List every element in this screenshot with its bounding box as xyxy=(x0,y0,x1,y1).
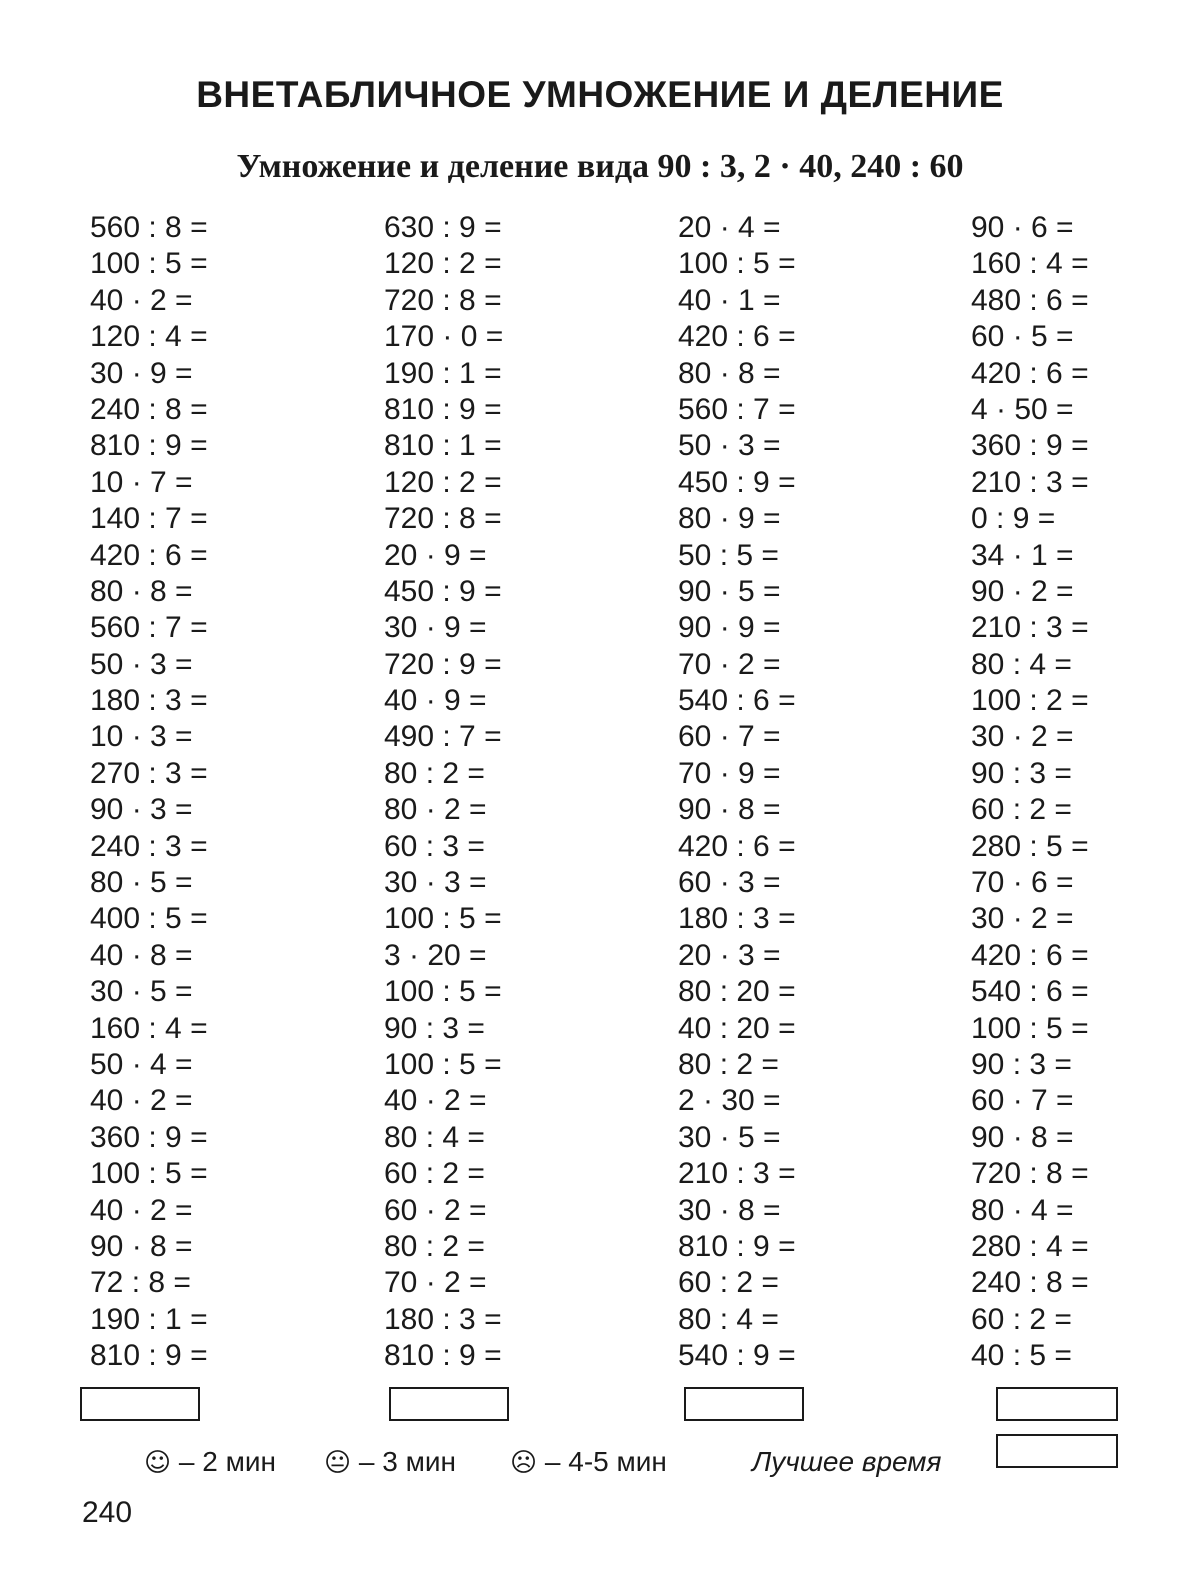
exercise-item: 120 : 2 = xyxy=(384,465,502,499)
exercise-item: 810 : 9 = xyxy=(384,392,502,426)
exercise-item: 420 : 6 = xyxy=(678,320,796,354)
exercise-item: 2 · 30 = xyxy=(678,1084,781,1118)
exercise-item: 810 : 9 = xyxy=(90,1339,208,1373)
exercise-column-3 xyxy=(678,210,796,1375)
legend-item-3-min xyxy=(324,1444,456,1480)
legend-text: – 4-5 мин xyxy=(544,1446,667,1477)
frowning-face-icon: ☹ xyxy=(510,1448,538,1478)
exercise-item: 270 : 3 = xyxy=(90,756,208,790)
legend-text: – 2 мин xyxy=(178,1446,276,1477)
exercise-item: 60 : 2 = xyxy=(678,1266,779,1300)
exercise-item: 70 · 2 = xyxy=(678,647,781,681)
legend-item-4-5-min xyxy=(510,1444,667,1480)
exercise-item: 60 · 7 = xyxy=(971,1084,1074,1118)
exercise-item: 30 · 2 = xyxy=(971,902,1074,936)
exercise-column-2 xyxy=(384,210,503,1375)
exercise-item: 20 · 4 = xyxy=(678,211,781,244)
page-number: 240 xyxy=(82,1496,133,1529)
exercise-item: 30 · 3 = xyxy=(384,866,487,900)
exercise-item: 810 : 1 = xyxy=(384,429,502,463)
exercise-item: 80 : 20 = xyxy=(678,975,796,1009)
exercise-item: 40 · 2 = xyxy=(90,1084,193,1118)
exercise-item: 80 : 2 = xyxy=(384,1229,485,1263)
exercise-item: 80 · 8 = xyxy=(678,356,781,390)
exercise-item: 180 : 3 = xyxy=(678,902,796,936)
exercise-item: 90 · 8 = xyxy=(971,1120,1074,1154)
exercise-item: 0 : 9 = xyxy=(971,502,1056,536)
legend-text: – 3 мин xyxy=(358,1446,456,1477)
page-title: ВНЕТАБЛИЧНОЕ УМНОЖЕНИЕ И ДЕЛЕНИЕ xyxy=(196,74,1004,115)
exercise-item: 720 : 8 = xyxy=(384,502,502,536)
exercise-item: 80 · 2 = xyxy=(384,793,487,827)
exercise-item: 720 : 8 = xyxy=(971,1157,1089,1191)
exercise-item: 100 : 2 = xyxy=(971,684,1089,718)
exercise-item: 80 · 4 = xyxy=(971,1193,1074,1227)
exercise-item: 540 : 9 = xyxy=(678,1339,796,1373)
exercise-item: 40 : 20 = xyxy=(678,1011,796,1045)
exercise-item: 30 · 8 = xyxy=(678,1193,781,1227)
exercise-item: 100 : 5 = xyxy=(678,247,796,281)
exercise-item: 100 : 5 = xyxy=(971,1011,1089,1045)
exercise-item: 540 : 6 = xyxy=(678,684,796,718)
exercise-column-1 xyxy=(90,210,208,1375)
exercise-item: 540 : 6 = xyxy=(971,975,1089,1009)
exercise-item: 90 · 9 = xyxy=(678,611,781,645)
exercise-item: 420 : 6 = xyxy=(971,356,1089,390)
exercise-item: 70 · 6 = xyxy=(971,866,1074,900)
exercise-item: 280 : 4 = xyxy=(971,1229,1089,1263)
exercise-item: 420 : 6 = xyxy=(90,538,208,572)
exercise-item: 50 : 5 = xyxy=(678,538,779,572)
exercise-item: 60 : 3 = xyxy=(384,829,485,863)
exercise-item: 210 : 3 = xyxy=(678,1157,796,1191)
exercise-item: 60 · 7 = xyxy=(678,720,781,754)
exercise-item: 90 · 8 = xyxy=(90,1229,193,1263)
exercise-item: 210 : 3 = xyxy=(971,465,1089,499)
best-time-box[interactable] xyxy=(996,1434,1118,1468)
exercise-item: 30 · 5 = xyxy=(678,1120,781,1154)
exercise-item: 560 : 7 = xyxy=(678,392,796,426)
exercise-item: 360 : 9 = xyxy=(90,1120,208,1154)
exercise-item: 100 : 5 = xyxy=(90,247,208,281)
exercise-item: 160 : 4 = xyxy=(90,1011,208,1045)
exercise-item: 3 · 20 = xyxy=(384,938,487,972)
exercise-item: 80 : 4 = xyxy=(971,647,1072,681)
exercise-item: 60 : 2 = xyxy=(971,793,1072,827)
exercise-item: 450 : 9 = xyxy=(384,574,502,608)
exercise-item: 180 : 3 = xyxy=(384,1302,502,1336)
exercise-item: 240 : 3 = xyxy=(90,829,208,863)
exercise-item: 120 : 4 = xyxy=(90,320,208,354)
exercise-item: 90 : 3 = xyxy=(384,1011,485,1045)
time-box-column-1[interactable] xyxy=(80,1387,200,1421)
exercise-item: 480 : 6 = xyxy=(971,283,1089,317)
exercise-item: 40 · 1 = xyxy=(678,283,781,317)
exercise-item: 10 · 3 = xyxy=(90,720,193,754)
exercise-item: 20 · 3 = xyxy=(678,938,781,972)
exercise-item: 630 : 9 = xyxy=(384,211,502,244)
exercise-item: 170 · 0 = xyxy=(384,320,504,354)
exercise-item: 40 · 2 = xyxy=(384,1084,487,1118)
exercise-item: 90 · 8 = xyxy=(678,793,781,827)
exercise-item: 450 : 9 = xyxy=(678,465,796,499)
exercise-item: 10 · 7 = xyxy=(90,465,193,499)
exercise-item: 80 : 2 = xyxy=(384,756,485,790)
exercise-item: 400 : 5 = xyxy=(90,902,208,936)
exercise-item: 70 · 2 = xyxy=(384,1266,487,1300)
legend-item-2-min xyxy=(144,1444,276,1480)
exercise-item: 120 : 2 = xyxy=(384,247,502,281)
exercise-item: 40 · 2 = xyxy=(90,283,193,317)
time-box-column-3[interactable] xyxy=(684,1387,804,1421)
exercise-item: 80 · 5 = xyxy=(90,866,193,900)
best-time-label: Лучшее время xyxy=(752,1446,942,1477)
exercise-item: 100 : 5 = xyxy=(384,975,502,1009)
exercise-item: 280 : 5 = xyxy=(971,829,1089,863)
exercise-item: 100 : 5 = xyxy=(384,1047,502,1081)
exercise-item: 4 · 50 = xyxy=(971,392,1074,426)
exercise-item: 490 : 7 = xyxy=(384,720,502,754)
exercise-item: 30 · 9 = xyxy=(384,611,487,645)
time-box-column-2[interactable] xyxy=(389,1387,509,1421)
exercise-column-4 xyxy=(971,210,1089,1375)
exercise-item: 90 : 3 = xyxy=(971,756,1072,790)
exercise-item: 34 · 1 = xyxy=(971,538,1074,572)
exercise-item: 190 : 1 = xyxy=(384,356,502,390)
exercise-item: 240 : 8 = xyxy=(90,392,208,426)
exercise-item: 190 : 1 = xyxy=(90,1302,208,1336)
exercise-item: 90 · 5 = xyxy=(678,574,781,608)
exercise-item: 60 · 5 = xyxy=(971,320,1074,354)
exercise-item: 720 : 9 = xyxy=(384,647,502,681)
exercise-item: 80 : 2 = xyxy=(678,1047,779,1081)
exercise-item: 100 : 5 = xyxy=(90,1157,208,1191)
exercise-item: 720 : 8 = xyxy=(384,283,502,317)
exercise-item: 40 : 5 = xyxy=(971,1339,1072,1373)
exercise-item: 420 : 6 = xyxy=(971,938,1089,972)
exercise-item: 60 : 2 = xyxy=(971,1302,1072,1336)
exercise-item: 810 : 9 = xyxy=(384,1339,502,1373)
exercise-item: 40 · 8 = xyxy=(90,938,193,972)
exercise-item: 50 · 4 = xyxy=(90,1047,193,1081)
exercise-item: 160 : 4 = xyxy=(971,247,1089,281)
exercise-item: 180 : 3 = xyxy=(90,684,208,718)
exercise-item: 90 : 3 = xyxy=(971,1047,1072,1081)
exercise-item: 72 : 8 = xyxy=(90,1266,191,1300)
exercise-item: 70 · 9 = xyxy=(678,756,781,790)
exercise-item: 90 · 3 = xyxy=(90,793,193,827)
exercise-item: 420 : 6 = xyxy=(678,829,796,863)
exercise-item: 40 · 2 = xyxy=(90,1193,193,1227)
exercise-item: 100 : 5 = xyxy=(384,902,502,936)
exercise-item: 80 · 8 = xyxy=(90,574,193,608)
exercise-item: 80 · 9 = xyxy=(678,502,781,536)
exercise-item: 810 : 9 = xyxy=(678,1229,796,1263)
exercise-item: 30 · 5 = xyxy=(90,975,193,1009)
exercise-item: 240 : 8 = xyxy=(971,1266,1089,1300)
exercise-item: 20 · 9 = xyxy=(384,538,487,572)
exercise-item: 560 : 7 = xyxy=(90,611,208,645)
exercise-item: 360 : 9 = xyxy=(971,429,1089,463)
smiling-face-icon: ☺ xyxy=(144,1448,172,1478)
exercise-item: 140 : 7 = xyxy=(90,502,208,536)
exercise-item: 30 · 9 = xyxy=(90,356,193,390)
neutral-face-icon: 😐 xyxy=(324,1448,352,1478)
exercise-item: 80 : 4 = xyxy=(384,1120,485,1154)
exercise-item: 50 · 3 = xyxy=(90,647,193,681)
exercise-item: 60 : 2 = xyxy=(384,1157,485,1191)
exercise-item: 60 · 2 = xyxy=(384,1193,487,1227)
exercise-item: 90 · 2 = xyxy=(971,574,1074,608)
exercise-item: 810 : 9 = xyxy=(90,429,208,463)
exercise-item: 90 · 6 = xyxy=(971,211,1074,244)
page-subtitle: Умножение и деление вида 90 : 3, 2 · 40, 240 : 60 xyxy=(236,148,964,185)
exercise-item: 40 · 9 = xyxy=(384,684,487,718)
exercise-item: 60 · 3 = xyxy=(678,866,781,900)
exercise-item: 80 : 4 = xyxy=(678,1302,779,1336)
exercise-item: 50 · 3 = xyxy=(678,429,781,463)
exercise-item: 210 : 3 = xyxy=(971,611,1089,645)
exercise-item: 560 : 8 = xyxy=(90,211,208,244)
exercise-item: 30 · 2 = xyxy=(971,720,1074,754)
time-box-column-4[interactable] xyxy=(996,1387,1118,1421)
